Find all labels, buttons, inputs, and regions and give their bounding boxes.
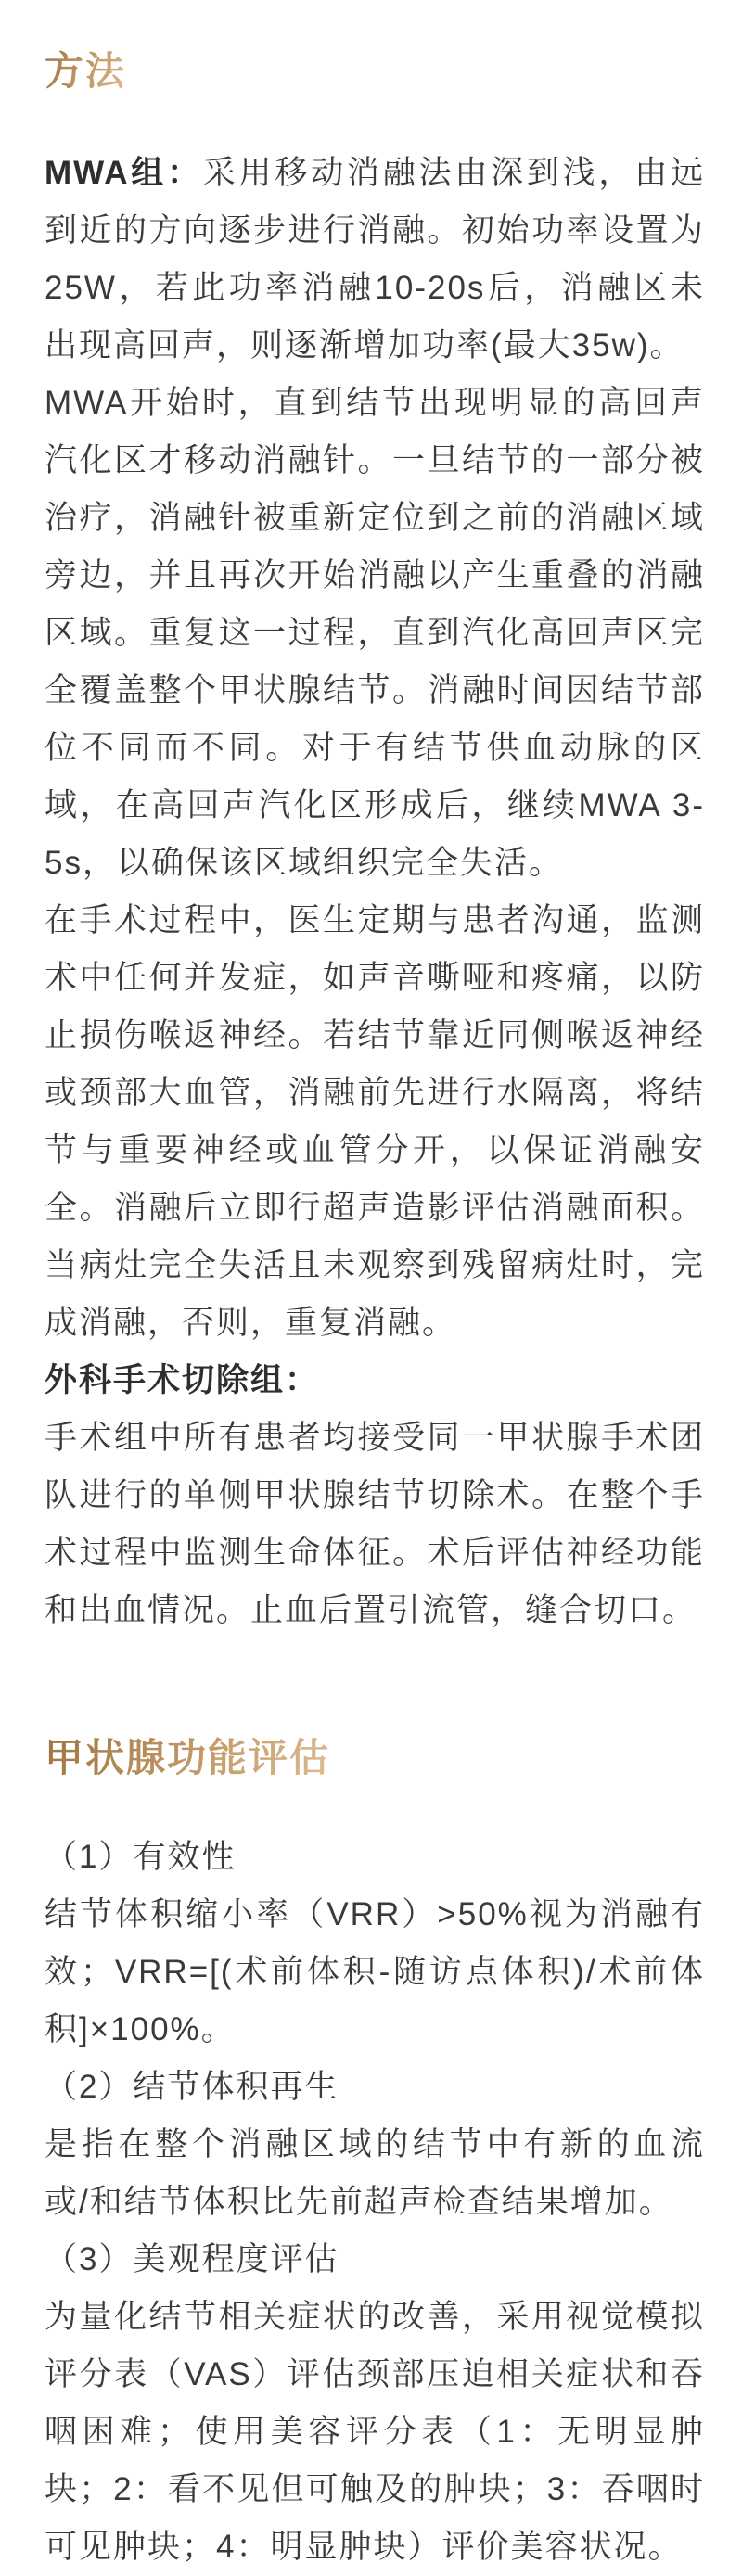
section-heading-thyroid-eval: 甲状腺功能评估: [45, 1738, 331, 1781]
heading-row-thyroid-eval: [45, 1704, 705, 1814]
section-heading-methods: 方法: [45, 51, 127, 95]
paragraph-cosmetic-definition: 为量化结节相关症状的改善，采用视觉模拟评分表（VAS）评估颈部压迫相关症状和吞咽困难；使用美容评分表（1：无明显肿块；2：看不见但可触及的肿块；3：吞咽时可见肿块；4：明显肿块）评价美容状况。: [45, 2298, 705, 2565]
paragraph-surgery-group-label: [45, 1352, 705, 1409]
item-2-regrowth-title: （2）结节体积再生: [45, 2068, 339, 2105]
mwa-group-text: 采用移动消融法由深到浅，由远到近的方向逐步进行消融。初始功率设置为25W，若此功率消融10-20s后，消融区未出现高回声，则逐渐增加功率(最大35w)。: [45, 155, 705, 364]
item-1-effectiveness-title: （1）有效性: [45, 1838, 237, 1875]
paragraph-mwa-procedure: MWA开始时，直到结节出现明显的高回声汽化区才移动消融针。一旦结节的一部分被治疗，消融针被重新定位到之前的消融区域旁边，并且再次开始消融以产生重叠的消融区域。重复这一过程，直到汽化高回声区完全覆盖整个甲状腺结节。消融时间因结节部位不同而不同。对于有结节供血动脉的区域，在高回声汽化区形成后，继续MWA 3-5s，以确保该区域组织完全失活。: [45, 385, 705, 882]
section-methods: [45, 24, 705, 1639]
methods-body: [45, 145, 705, 1639]
section-thyroid-eval: [45, 1704, 705, 2576]
paragraph-mwa-group: [45, 145, 705, 375]
mwa-group-label: MWA组：: [45, 155, 203, 192]
surgery-group-label: 外科手术切除组：: [45, 1362, 320, 1399]
article: [45, 24, 705, 2576]
paragraph-surgery-group: 手术组中所有患者均接受同一甲状腺手术团队进行的单侧甲状腺结节切除术。在整个手术过程中监测生命体征。术后评估神经功能和出血情况。止血后置引流管，缝合切口。: [45, 1420, 705, 1629]
item-3-cosmetic-title: （3）美观程度评估: [45, 2240, 339, 2277]
paragraph-vrr-definition: 结节体积缩小率（VRR）>50%视为消融有效；VRR=[(术前体积-随访点体积)/术前体积]×100%。: [45, 1895, 705, 2047]
paragraph-regrowth-definition: 是指在整个消融区域的结节中有新的血流或/和结节体积比先前超声检查结果增加。: [45, 2125, 705, 2220]
heading-row-methods: [45, 24, 705, 121]
paragraph-monitoring: 在手术过程中，医生定期与患者沟通，监测术中任何并发症，如声音嘶哑和疼痛，以防止损伤喉返神经。若结节靠近同侧喉返神经或颈部大血管，消融前先进行水隔离，将结节与重要神经或血管分开，以保证消融安全。消融后立即行超声造影评估消融面积。当病灶完全失活且未观察到残留病灶时，完成消融，否则，重复消融。: [45, 902, 705, 1342]
thyroid-eval-body: [45, 1829, 705, 2576]
